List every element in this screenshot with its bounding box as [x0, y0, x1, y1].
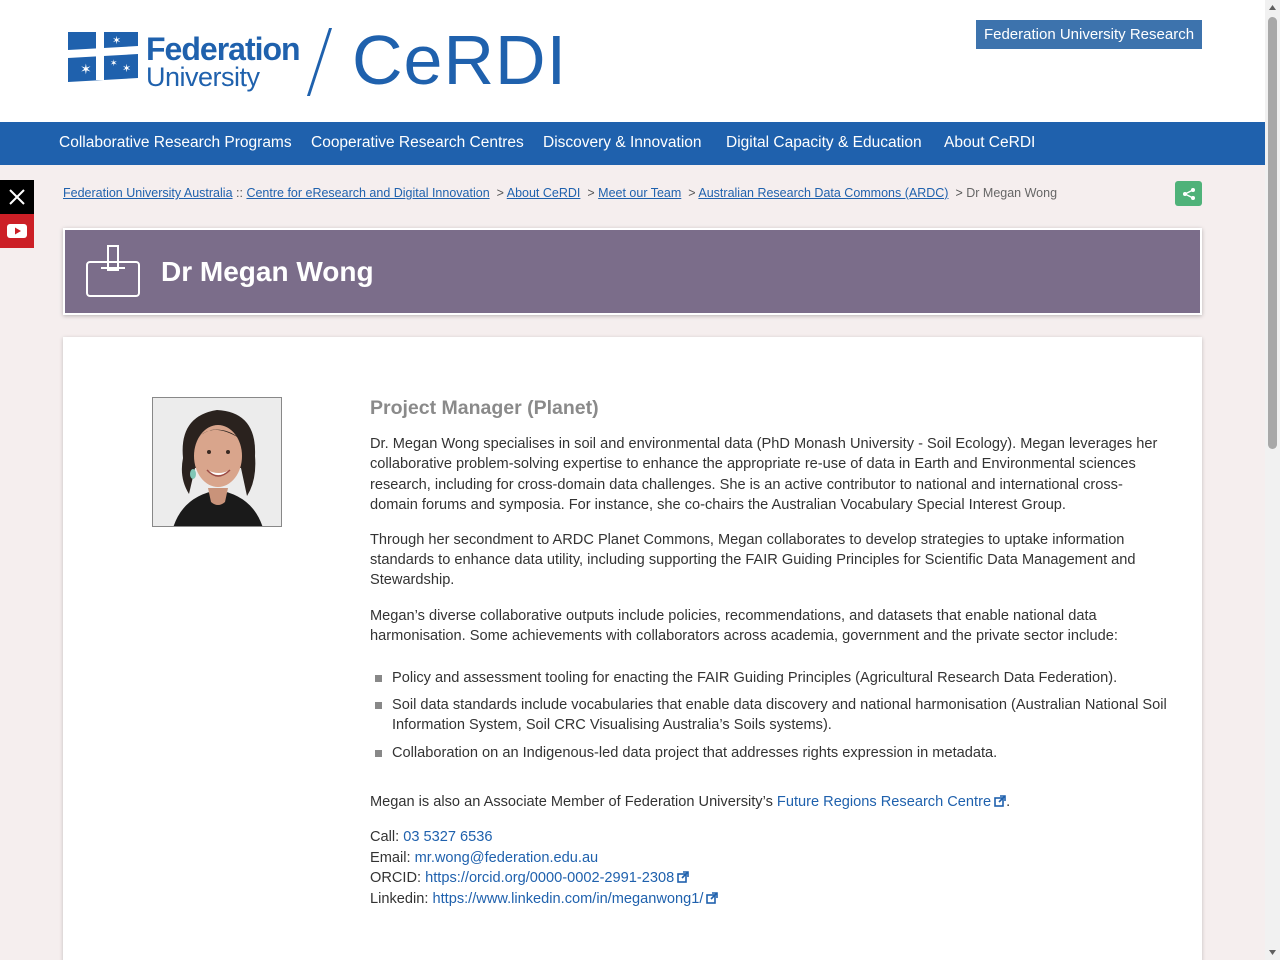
x-twitter-share-button[interactable]	[0, 180, 34, 214]
svg-text:✶: ✶	[110, 59, 118, 69]
contact-call: Call: 03 5327 6536	[370, 829, 493, 846]
scroll-thumb[interactable]	[1268, 17, 1277, 449]
share-button[interactable]	[1175, 181, 1202, 206]
nav-item-about-cerdi[interactable]: About CeRDI	[944, 134, 1036, 151]
profile-paragraph-2: Through her secondment to ARDC Planet Commons, Megan collaborates to develop strategies to uptake information standards to enhance data utility, including supporting the FAIR Guiding Principles for Scientific Data Management and Stewardship.	[370, 532, 1136, 589]
nav-item-cooperative-research-centres[interactable]: Cooperative Research Centres	[311, 134, 524, 151]
breadcrumb-about-cerdi[interactable]: About CeRDI	[506, 186, 581, 200]
profile-content	[370, 397, 1170, 909]
achievements-list	[370, 668, 1170, 763]
contact-linkedin: Linkedin: https://www.linkedin.com/in/meganwong1/	[370, 889, 1170, 910]
future-regions-research-centre-link[interactable]: Future Regions Research Centre	[777, 794, 1006, 810]
federation-university-research-button[interactable]: Federation University Research	[976, 20, 1202, 49]
external-link-icon	[994, 795, 1006, 807]
contact-details	[370, 827, 1170, 909]
breadcrumb-cerdi[interactable]: Centre for eResearch and Digital Innovation	[246, 186, 490, 200]
page-title-banner	[63, 228, 1202, 315]
id-badge-icon	[85, 244, 141, 300]
logo-university-text: University	[146, 62, 260, 92]
contact-orcid: ORCID: https://orcid.org/0000-0002-2991-2308	[370, 868, 1170, 889]
svg-text:✶: ✶	[122, 62, 132, 75]
main-navigation	[0, 122, 1265, 165]
external-link-icon	[706, 892, 718, 904]
list-item: Collaboration on an Indigenous-led data project that addresses rights expression in metadata.	[370, 743, 1170, 763]
breadcrumb-ardc[interactable]: Australian Research Data Commons (ARDC)	[698, 186, 949, 200]
scroll-down-arrow-icon[interactable]	[1268, 948, 1277, 957]
x-twitter-icon	[8, 188, 26, 206]
associate-member-text: Megan is also an Associate Member of Federation University’s Future Regions Research Centre .	[370, 793, 1011, 810]
svg-text:✶: ✶	[80, 62, 92, 78]
page-scrollbar[interactable]	[1265, 0, 1280, 960]
contact-email: Email: mr.wong@federation.edu.au	[370, 849, 599, 866]
nav-item-collaborative-research-programs[interactable]: Collaborative Research Programs	[59, 134, 292, 151]
list-item: Policy and assessment tooling for enacting the FAIR Guiding Principles (Agricultural Research Data Federation).	[370, 668, 1170, 688]
profile-photo	[152, 397, 282, 527]
linkedin-link[interactable]: https://www.linkedin.com/in/meganwong1/	[432, 891, 718, 907]
breadcrumb-current: Dr Megan Wong	[966, 186, 1058, 200]
list-item: Soil data standards include vocabularies that enable data discovery and national harmonisation (Australian National Soil Information System, Soil CRC Visualising Australia’s Soils systems).	[370, 695, 1170, 735]
profile-paragraph-3: Megan’s diverse collaborative outputs include policies, recommendations, and datasets that enable national data harmonisation. Some achievements with collaborators across academia, government and the private sector include:	[370, 607, 1118, 644]
site-header	[0, 0, 1265, 122]
breadcrumb: Federation University Australia :: Centre for eResearch and Digital Innovation > About CeRDI > Meet our Team > Australian Research Data Commons (ARDC) > Dr Megan Wong	[63, 186, 1058, 200]
logo-cerdi-text: CeRDI	[352, 21, 568, 99]
page-title: Dr Megan Wong	[161, 256, 374, 287]
svg-text:✶: ✶	[112, 34, 122, 47]
youtube-icon	[7, 224, 27, 238]
breadcrumb-meet-our-team[interactable]: Meet our Team	[598, 186, 682, 200]
nav-item-digital-capacity-education[interactable]: Digital Capacity & Education	[726, 134, 922, 151]
breadcrumb-separator: ::	[236, 186, 243, 200]
email-link[interactable]: mr.wong@federation.edu.au	[414, 849, 599, 866]
orcid-link[interactable]: https://orcid.org/0000-0002-2991-2308	[425, 870, 689, 886]
nav-item-discovery-innovation[interactable]: Discovery & Innovation	[543, 134, 702, 151]
profile-paragraph-1: Dr. Megan Wong specialises in soil and environmental data (PhD Monash University - Soil Ecology). Megan leverages her collaborative problem-solving expertise to enhance the appropriate re-use of data in Earth and Environmental sciences research, including for cross-domain data challenges. She is an active contributor to national and international cross-domain forums and symposia. For instance, she co-chairs the Australian Vocabulary Special Interest Group.	[370, 436, 1158, 513]
profile-role: Project Manager (Planet)	[370, 397, 599, 419]
external-link-icon	[677, 871, 689, 883]
phone-link[interactable]: 03 5327 6536	[403, 829, 493, 846]
share-icon	[1182, 187, 1196, 201]
flag-logo-mark	[68, 32, 138, 82]
youtube-button[interactable]	[0, 214, 34, 248]
logo-federation-text: Federation	[146, 31, 300, 67]
scroll-up-arrow-icon[interactable]	[1268, 3, 1277, 12]
breadcrumb-federation-university-australia[interactable]: Federation University Australia	[63, 186, 233, 200]
profile-card	[63, 337, 1202, 960]
